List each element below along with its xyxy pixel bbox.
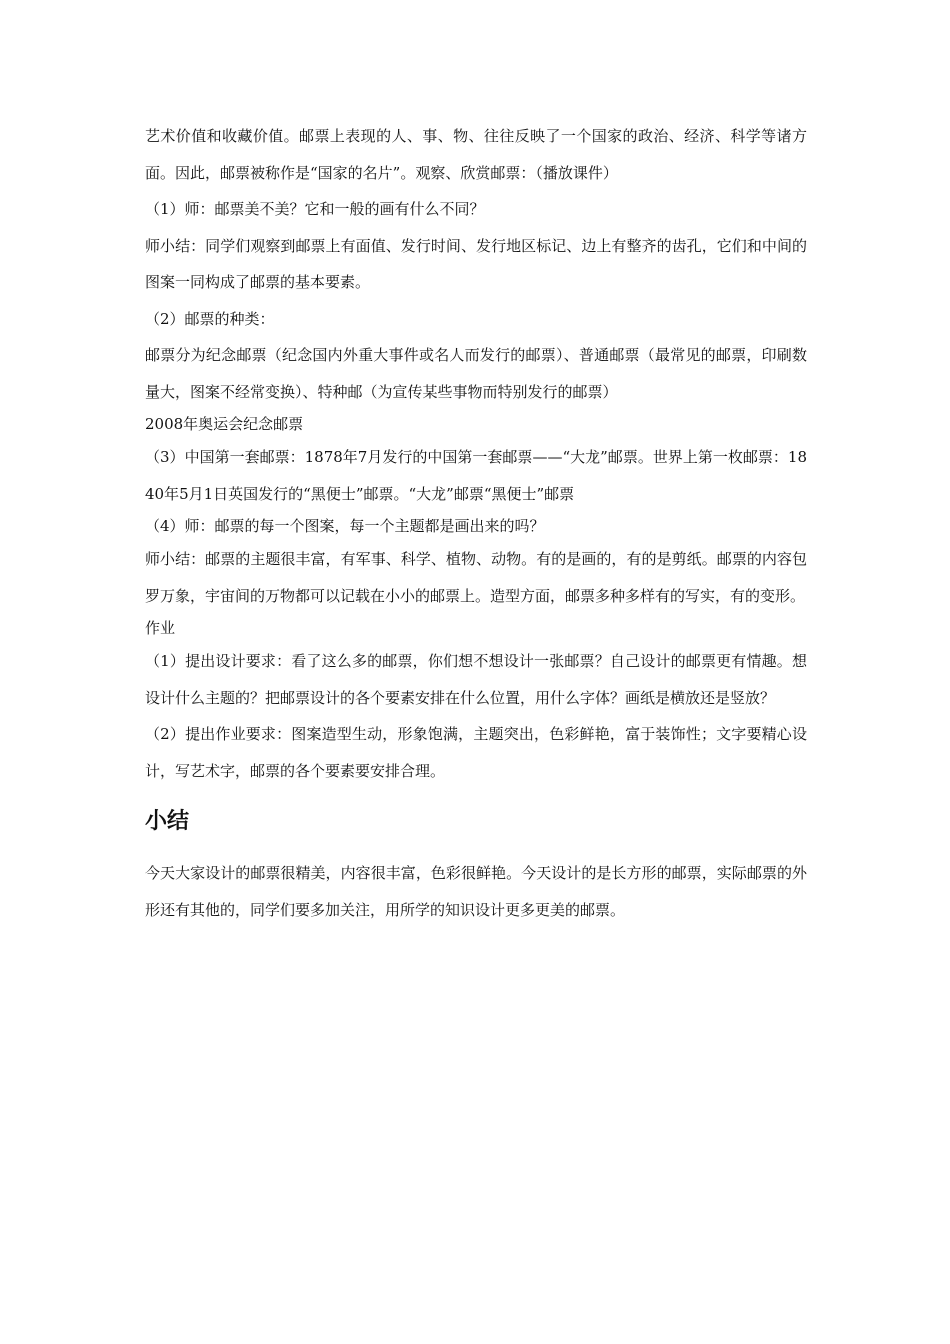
paragraph-question-1: （1）师：邮票美不美？它和一般的画有什么不同？ [145, 200, 485, 218]
paragraph-stamp-types-title: （2）邮票的种类： [145, 309, 275, 328]
summary-paragraph: 今天大家设计的邮票很精美，内容很丰富，色彩很鲜艳。今天设计的是长方形的邮票，实际邮票的外形还有其他的，同学们要多加关注，用所学的知识设计更多更美的邮票。 [145, 864, 807, 919]
document-body [145, 118, 807, 928]
summary-heading: 小结 [145, 809, 190, 834]
paragraph-design-requirements: （1）提出设计要求：看了这么多的邮票，你们想不想设计一张邮票？自己设计的邮票更有情趣。想设计什么主题的？把邮票设计的各个要素安排在什么位置，用什么字体？画纸是横放还是竖放？ [145, 652, 807, 707]
paragraph-olympics-stamp: 2008年奥运会纪念邮票 [145, 415, 304, 433]
paragraph-question-4: （4）师：邮票的每一个图案，每一个主题都是画出来的吗？ [145, 517, 545, 535]
paragraph-homework-requirements: （2）提出作业要求：图案造型生动，形象饱满，主题突出，色彩鲜艳，富于装饰性；文字要精心设计，写艺术字，邮票的各个要素要安排合理。 [145, 725, 807, 780]
paragraph-first-stamps: （3）中国第一套邮票：1878年7月发行的中国第一套邮票——“大龙”邮票。世界上第一枚邮票：1840年5月1日英国发行的“黑便士”邮票。“大龙”邮票“黑便士”邮票 [145, 448, 807, 503]
paragraph-homework-title: 作业 [145, 619, 176, 637]
paragraph-teacher-summary-1: 师小结：同学们观察到邮票上有面值、发行时间、发行地区标记、边上有整齐的齿孔，它们和中间的图案一同构成了邮票的基本要素。 [145, 236, 807, 291]
paragraph-teacher-summary-2: 师小结：邮票的主题很丰富，有军事、科学、植物、动物。有的是画的，有的是剪纸。邮票的内容包罗万象，宇宙间的万物都可以记载在小小的邮票上。造型方面，邮票多种多样有的写实，有的变形。 [145, 550, 807, 605]
paragraph-stamp-types: 邮票分为纪念邮票（纪念国内外重大事件或名人而发行的邮票）、普通邮票（最常见的邮票，印刷数量大，图案不经常变换）、特种邮（为宣传某些事物而特别发行的邮票） [145, 346, 807, 401]
paragraph-stamp-value: 艺术价值和收藏价值。邮票上表现的人、事、物、往往反映了一个国家的政治、经济、科学等诸方面。因此，邮票被称作是“国家的名片”。观察、欣赏邮票：（播放课件） [145, 127, 807, 182]
